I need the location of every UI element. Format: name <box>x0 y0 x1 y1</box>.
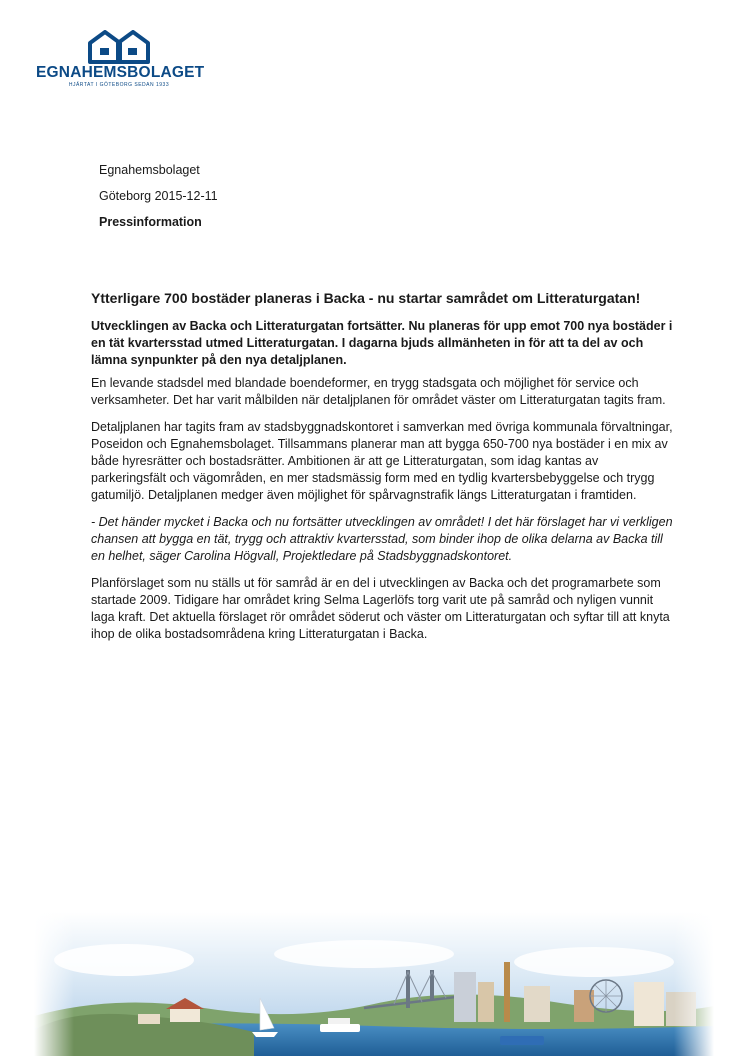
place-date: Göteborg 2015-12-11 <box>99 189 218 203</box>
letter-header <box>99 161 218 239</box>
sender-name: Egnahemsbolaget <box>99 163 200 177</box>
headline: Ytterligare 700 bostäder planeras i Backa - nu startar samrådet om Litteraturgatan! <box>91 290 641 306</box>
logo-tagline: HJÄRTAT I GÖTEBORG SEDAN 1933 <box>68 82 170 88</box>
document-type: Pressinformation <box>99 215 202 229</box>
press-release-body <box>91 289 676 653</box>
paragraph-1: En levande stadsdel med blandade boendeformer, en trygg stadsgata och möjlighet för service och verksamheter. Det har varit målbilden när detaljplanen för området väster om Litteraturgatan tagits fram. <box>91 376 666 407</box>
footer-city-panorama <box>34 912 714 1056</box>
houses-logo-icon <box>88 30 150 64</box>
company-logo <box>36 30 205 92</box>
logo-wordmark: EGNAHEMSBOLAGET <box>36 64 205 81</box>
city-panorama-illustration <box>34 912 714 1056</box>
quote-paragraph: - Det händer mycket i Backa och nu fortsätter utvecklingen av området! I det här förslaget har vi verkligen chansen att bygga en tät, trygg och attraktiv kvartersstad, som binder ihop de olika delarna av Backa till en helhet, säger Carolina Högvall, Projektledare på Stadsbyggnadskontoret. <box>91 515 673 563</box>
lead-paragraph: Utvecklingen av Backa och Litteraturgatan fortsätter. Nu planeras för upp emot 700 nya bostäder i en tät kvartersstad utmed Litteraturgatan. I dagarna bjuds allmänheten in för att ta del av och lämna synpunkter på den nya detaljplanen. <box>91 319 673 367</box>
paragraph-2: Detaljplanen har tagits fram av stadsbyggnadskontoret i samverkan med övriga kommunala förvaltningar, Poseidon och Egnahemsbolaget. Tillsammans planerar man att bygga 650-700 nya bostäder i en mix av både hyresrätter och bostadsrätter. Ambitionen är att ge Litteraturgatan, som idag kantas av parkeringsfält och vägområden, en mer stadsmässig form med en tydlig kvartersbebyggelse och trygg gatumiljö. Detaljplanen medger även möjlighet för spårvagnstrafik längs Litteraturgatan i framtiden. <box>91 420 673 502</box>
paragraph-3: Planförslaget som nu ställs ut för samråd är en del i utvecklingen av Backa och det programarbete som startade 2009. Tidigare har området kring Selma Lagerlöfs torg varit ute på samråd och nyligen vunnit laga kraft. Det aktuella förslaget rör området söderut och väster om Litteraturgatan och syftar till att knyta ihop de olika bostadsområdena kring Litteraturgatan i Backa. <box>91 576 670 641</box>
